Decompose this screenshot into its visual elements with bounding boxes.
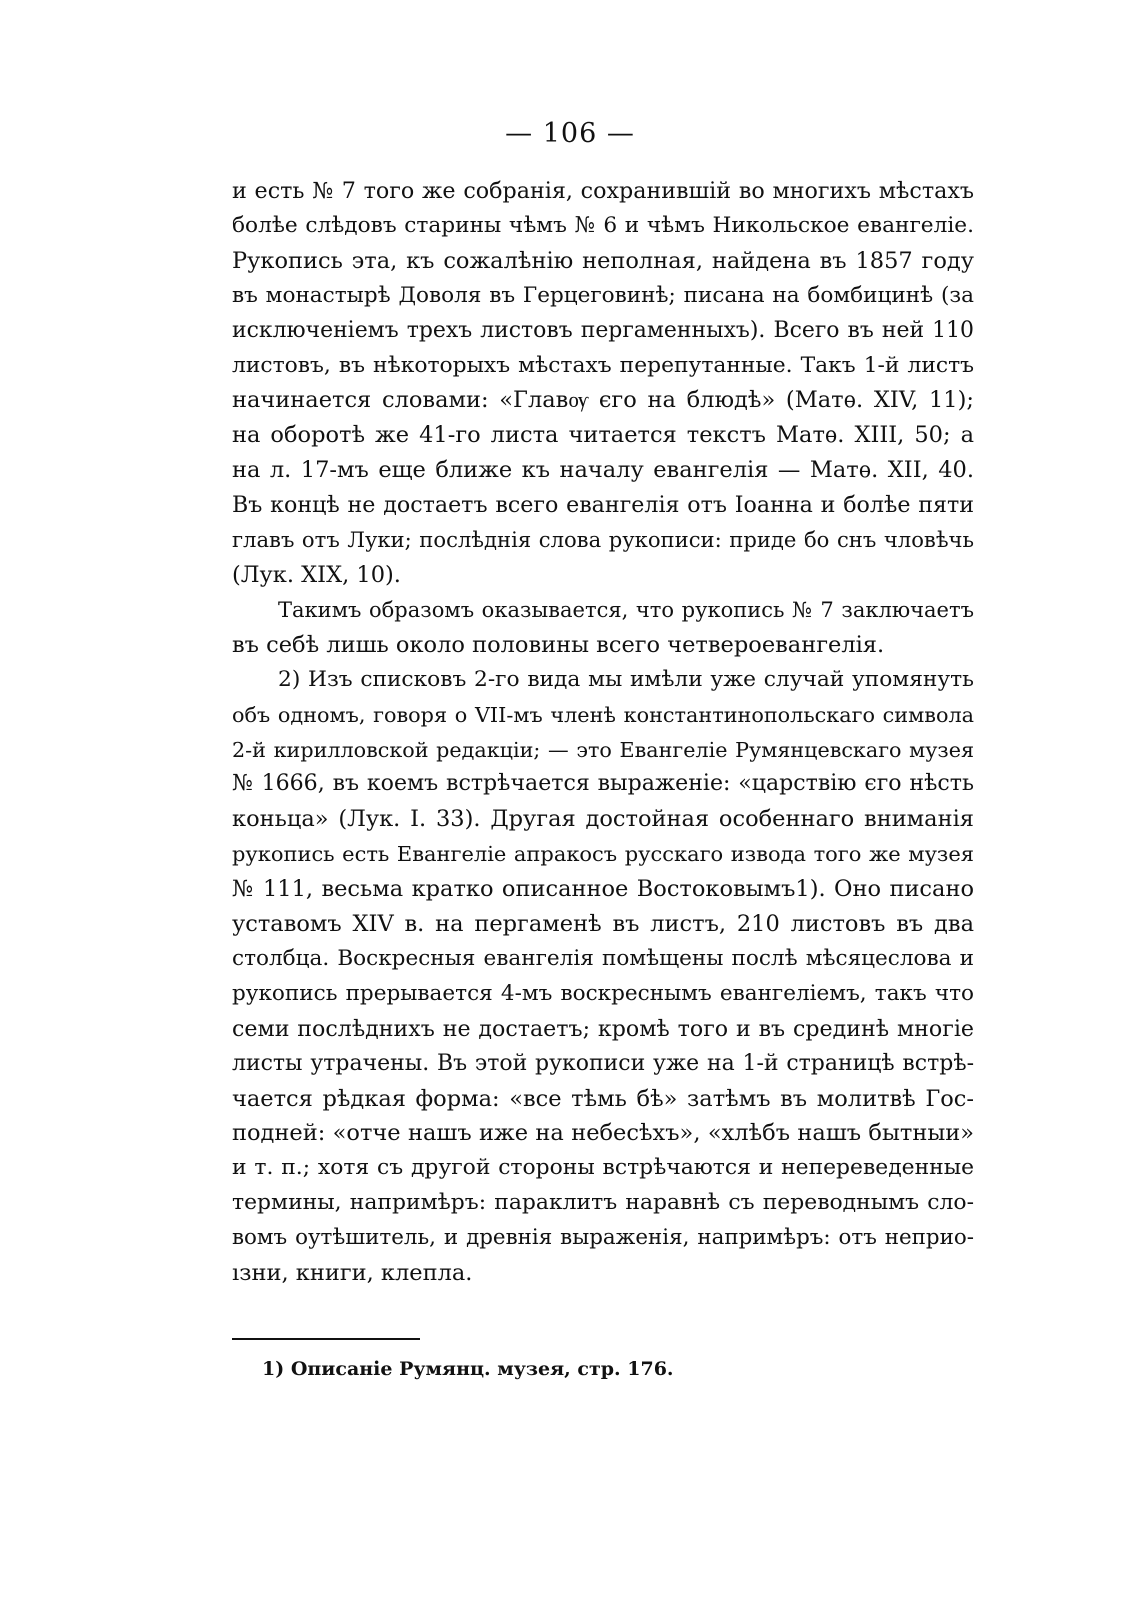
text-line: въ монастырѣ Доволя въ Герцеговинѣ; писана на бомбицинѣ (за — [232, 282, 974, 308]
text-line: на л. 17-мъ еще ближе къ началу евангелія — Матѳ. XII, 40. — [232, 457, 974, 484]
text-line: 2) Изъ списковъ 2-го вида мы имѣли уже случай упомянуть — [278, 666, 974, 692]
text-line: коньца» (Лук. I. 33). Другая достойная особеннаго вниманія — [232, 806, 974, 833]
text-line: № 111, весьма кратко описанное Востоковымъ1). Оно писано — [232, 876, 974, 903]
text-line: листовъ, въ нѣкоторыхъ мѣстахъ перепутанные. Такъ 1-й листъ — [232, 352, 974, 378]
text-line: (Лук. XIX, 10). — [232, 561, 401, 588]
text-line: въ себѣ лишь около половины всего четвероевангелія. — [232, 631, 885, 658]
text-line: листы утрачены. Въ этой рукописи уже на 1-й страницѣ встрѣ- — [232, 1050, 974, 1076]
text-line: уставомъ XIV в. на пергаменѣ въ листъ, 210 листовъ въ два — [232, 911, 974, 938]
text-line: болѣе слѣдовъ старины чѣмъ № 6 и чѣмъ Никольское евангеліе. — [232, 212, 974, 238]
text-line: начинается словами: «Главѹ єго на блюдѣ» (Матѳ. XIV, 11); — [232, 387, 974, 414]
body-text — [232, 174, 974, 1291]
text-line: на оборотѣ же 41-го листа читается текстъ Матѳ. XIII, 50; а — [232, 422, 974, 449]
text-line: № 1666, въ коемъ встрѣчается выраженіе: «царствію єго нѣсть — [232, 771, 974, 797]
text-line: рукопись есть Евангеліе апракосъ русскаго извода того же музея — [232, 842, 974, 867]
text-line: Рукопись эта, къ сожалѣнію неполная, найдена въ 1857 году — [232, 247, 974, 274]
text-line: главъ отъ Луки; послѣднія слова рукописи: приде бо снъ чловѣчь — [232, 527, 974, 553]
text-line: исключеніемъ трехъ листовъ пергаменныхъ). Всего въ ней 110 — [232, 317, 974, 343]
text-line: ıзни, книги, клепла. — [232, 1260, 473, 1287]
page-number: — 106 — — [505, 118, 635, 149]
text-line: объ одномъ, говоря о VII-мъ членѣ константинопольскаго символа — [232, 702, 974, 727]
text-line: термины, напримѣръ: параклитъ наравнѣ съ переводнымъ сло- — [232, 1190, 974, 1216]
text-line: и т. п.; хотя съ другой стороны встрѣчаются и непереведенные — [232, 1155, 974, 1181]
footnote-divider — [232, 1338, 420, 1340]
text-line: Въ концѣ не достаетъ всего евангелія отъ Іоанна и болѣе пяти — [232, 492, 974, 519]
text-line: Такимъ образомъ оказывается, что рукопись № 7 заключаетъ — [278, 596, 974, 622]
text-line: и есть № 7 того же собранія, сохранившій во многихъ мѣстахъ — [232, 178, 974, 204]
text-line: вомъ оутѣшитель, и древнія выраженія, напримѣръ: отъ неприо- — [232, 1225, 974, 1251]
text-line: чается рѣдкая форма: «все тѣмь бѣ» затѣмъ въ молитвѣ Гос- — [232, 1085, 974, 1112]
footnote: 1) Описаніе Румянц. музея, стр. 176. — [262, 1358, 674, 1380]
text-line: 2-й кирилловской редакціи; — это Евангеліе Румянцевскаго музея — [232, 737, 974, 762]
text-line: семи послѣднихъ не достаетъ; кромѣ того и въ срединѣ многіе — [232, 1015, 974, 1042]
text-line: рукопись прерывается 4-мъ воскреснымъ евангеліемъ, такъ что — [232, 980, 974, 1006]
text-line: столбца. Воскресныя евангелія помѣщены послѣ мѣсяцеслова и — [232, 945, 974, 971]
text-line: подней: «отче нашъ иже на небесѣхъ», «хлѣбъ нашъ бытныи» — [232, 1120, 974, 1147]
